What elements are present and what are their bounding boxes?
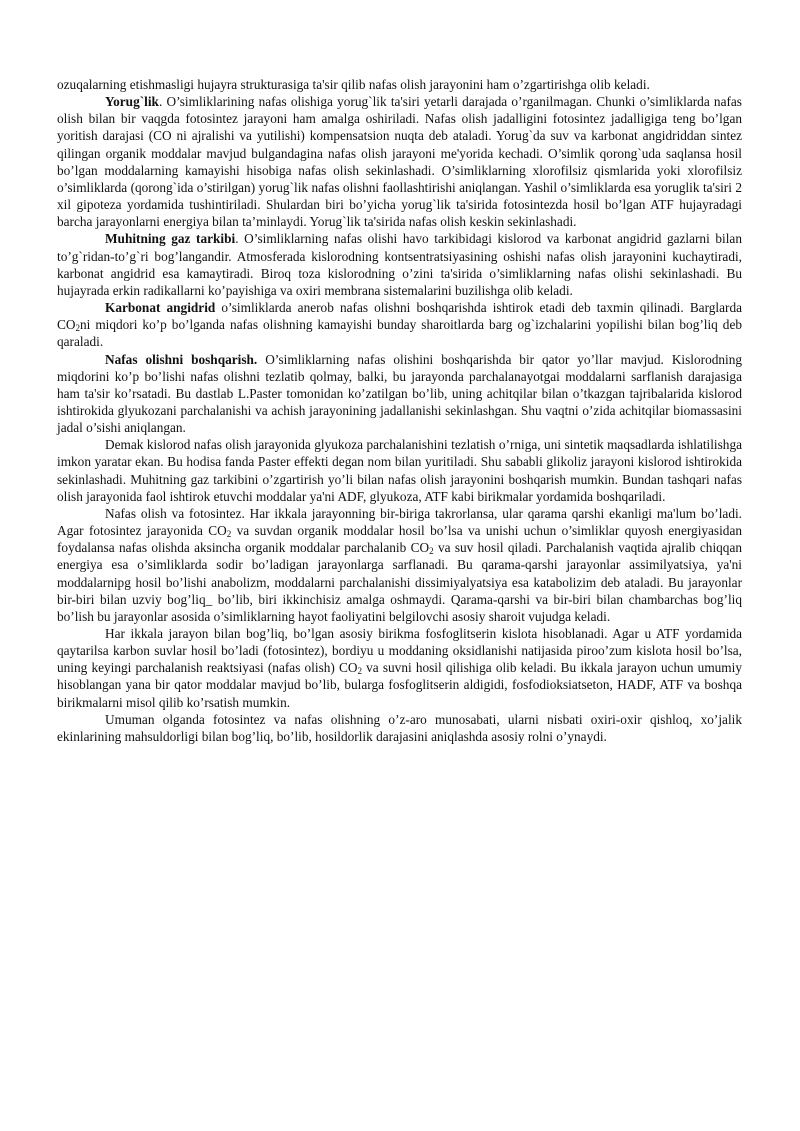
document-page [57,76,742,745]
paragraph-text: o’simliklarda anerob nafas olishni boshqarishda ishtirok etadi deb taxmin qilinadi. Barglarda CO [57,300,742,333]
paragraph-text: Nafas olish va fotosintez. Har ikkala jarayonning bir-biriga takrorlansa, ular qarama qarshi ekanligi ma'lum bo’ladi. Agar fotosintez jarayonida CO [57,505,742,539]
paragraph-text: ozuqalarning etishmasligi hujayra strukturasiga ta'sir qilib nafas olish jarayonini ham o’zgartirishga olib keladi. [57,77,650,92]
paragraph-text: ni miqdori ko’p bo’lganda nafas olishning kamayishi bunday sharoitlarda barg og`izchalarini yopilishi bilan bog’liq deb qaraladi. [57,317,742,350]
subscript: 2 [429,546,434,557]
paragraph-text: va suvni hosil qilishiga olib keladi. Bu ikkala jarayon uchun umumiy hisoblangan yana bir qator moddalar mavjud bo’lib, bularga fosfoglitserin aldigidi, fosfodioksiatseton, HADF, ATF va boshqa birikmalarni misol qilib ko’rsatish mumkin. [57,660,742,710]
paragraph-text: . O’simliklarining nafas olishiga yorug`lik ta'siri yetarli darajada o’rganilmagan. Chunki o’simliklarda nafas olish bilan bir vaqgda fotosintez jarayoni ham amalga oshiriladi. Nafas olish jadalligini fotosintez jadalligiga teng bo’lgan yoritish darajasi (CO ni ajralishi va yutilishi) kompensatsion nuqta deb ataladi. Yorug`da suv va karbonat angidriddan sintez qilingan organik moddalar mavjud bulgandagina nafas olish jarayoni me'yorida kechadi. O’simlik qorong`uda saqlansa hosil bo’lgan moddalarning kamayishi hisobiga nafas olish sekinlashadi. O’simliklarning xlorofilsiz qismlarida yoki xlorofilsiz o’simliklarda (qorong`ida o’stirilgan) yorug`lik nafas olishni faollashtirishi aniqlangan. Yashil o’simliklarda esa yoruglik ta'siri 2 xil gipoteza yordamida tushintiriladi. Shulardan biri bo’yicha yorug`lik ta'sirida fotosintezda hosil bo’lgan ATF hujayradagi barcha jarayonlarni energiya bilan ta’minlaydi. Yorug`lik ta'sirida nafas olish keskin sekinlashadi. [57,94,742,230]
paragraph-phosphoglycerate [57,625,742,711]
section-heading-regulation: Nafas olishni boshqarish. [105,351,258,367]
paragraph-text: Umuman olganda fotosintez va nafas olishning o’z-aro munosabati, ularni nisbati oxiri-oxir qishloq, xo’jalik ekinlarining mahsuldorligi bilan bog’liq, bo’lib, hosildorlik darajasini aniqlashda asosiy rolni o’ynaydi. [57,711,742,744]
paragraph-text: Demak kislorod nafas olish jarayonida glyukoza parchalanishini tezlatish o’rniga, uni sintetik maqsadlarda ishlatilishga imkon yaratar ekan. Bu hodisa fanda Paster effekti degan nom bilan yuritiladi. Shu sababli glikoliz jarayoni kislorod ishtirokida sekinlashadi. Muhitning gaz tarkibini o’zgartirish yo’li bilan nafas olish jarayonini boshqarish mumkin. Bundan tashqari nafas olish jarayonida faol ishtirok etuvchi moddalar ya'ni ADF, glyukoza, ATF kabi birikmalar yordamida boshqariladi. [57,437,742,504]
paragraph-continuation [57,76,742,93]
paragraph-respiration-photosynthesis [57,505,742,625]
paragraph-conclusion [57,711,742,745]
subscript: 2 [75,323,80,334]
subscript: 2 [357,666,362,677]
paragraph-light [57,93,742,230]
paragraph-gas-composition [57,230,742,299]
section-heading-gas: Muhitning gaz tarkibi [105,231,236,247]
paragraph-text: O’simliklarning nafas olishini boshqarishda bir qator yo’llar mavjud. Kislorodning miqdorini ko’p bo’lishi nafas olishni tezlatib qolmay, balki, bu jarayonda parchalanayotgai moddalarni sarflanish darajasiga ham ta'sir ko’rsatadi. Bu dastlab L.Paster tomonidan ko’zatilgan bo’lib, uning achitqilar bilan o’tkazgan tajribalarida kislorod ishtirokida glyukozani parchalanishi va achish jarayonining jadallanishi sekinlashgan. Shu vaqtni o’zida achitqilar biomassasini jadal o’sishi aniqlangan. [57,351,743,436]
paragraph-carbon-dioxide [57,299,742,350]
subscript: 2 [226,529,232,540]
section-heading-light: Yorug`lik [105,94,159,110]
paragraph-text: . O’simliklarning nafas olishi havo tarkibidagi kislorod va karbonat angidrid gazlarni bilan to’g`ridan-to’g`ri bog’langandir. Atmosferada kislorodning kontsentratsiyasining oshishi nafas olish jarayonini kuchaytiradi, karbonat angidrid esa kamaytiradi. Biroq toza kislorodning o’zini ta'sirida o’simliklarning nafas olishi sekinlashadi. Bu hujayrada erkin radikallarni ko’payishiga va oxiri membrana sistemalarini buzilishga olib keladi. [57,231,742,298]
paragraph-text: va suvdan organik moddalar hosil bo’lsa va unishi uchun o’simliklar quyosh energiyasidan foydalansa nafas olishda aksincha organik moddalar parchalanib CO [57,523,743,556]
paragraph-text: va suv hosil qiladi. Parchalanish vaqtida ajralib chiqqan energiya esa o’simliklarda sodir bo’ladigan jarayonlarga sarflanadi. Bu qarama-qarshi jarayonlar assimilyatsiya, ya'ni moddalarnipg hosil bo’lishi anabolizm, moddalarni parchalanishi dissimiyalyatsiya esa katabolizim deb ataladi. Bu jarayonlar bir-biri bilan uzviy bog’liq_ bo’lib, biri ikkinchisiz amalga oshmaydi. Qarama-qarshi va bir-biri bilan chambarchas bog’liq bo’lish bu jarayonlar asosida o’simliklarning hayot faoliyatini belgilovchi asosiy sharoit vujudga keladi. [57,540,742,624]
paragraph-pasteur-effect [57,436,742,505]
paragraph-regulation [57,351,742,437]
section-heading-co2: Karbonat angidrid [105,300,216,316]
paragraph-text: Har ikkala jarayon bilan bog’liq, bo’lgan asosiy birikma fosfoglitserin kislota hisoblanadi. Agar u ATF yordamida qaytarilsa karbon suvlar hosil bo’ladi (fotosintez), bordiyu u moddaning oksidlanishi natijasida piroo’zum kislota hosil bo’lsa, uning keyingi parchalanish reaktsiyasi (nafas olish) CO [57,626,742,676]
